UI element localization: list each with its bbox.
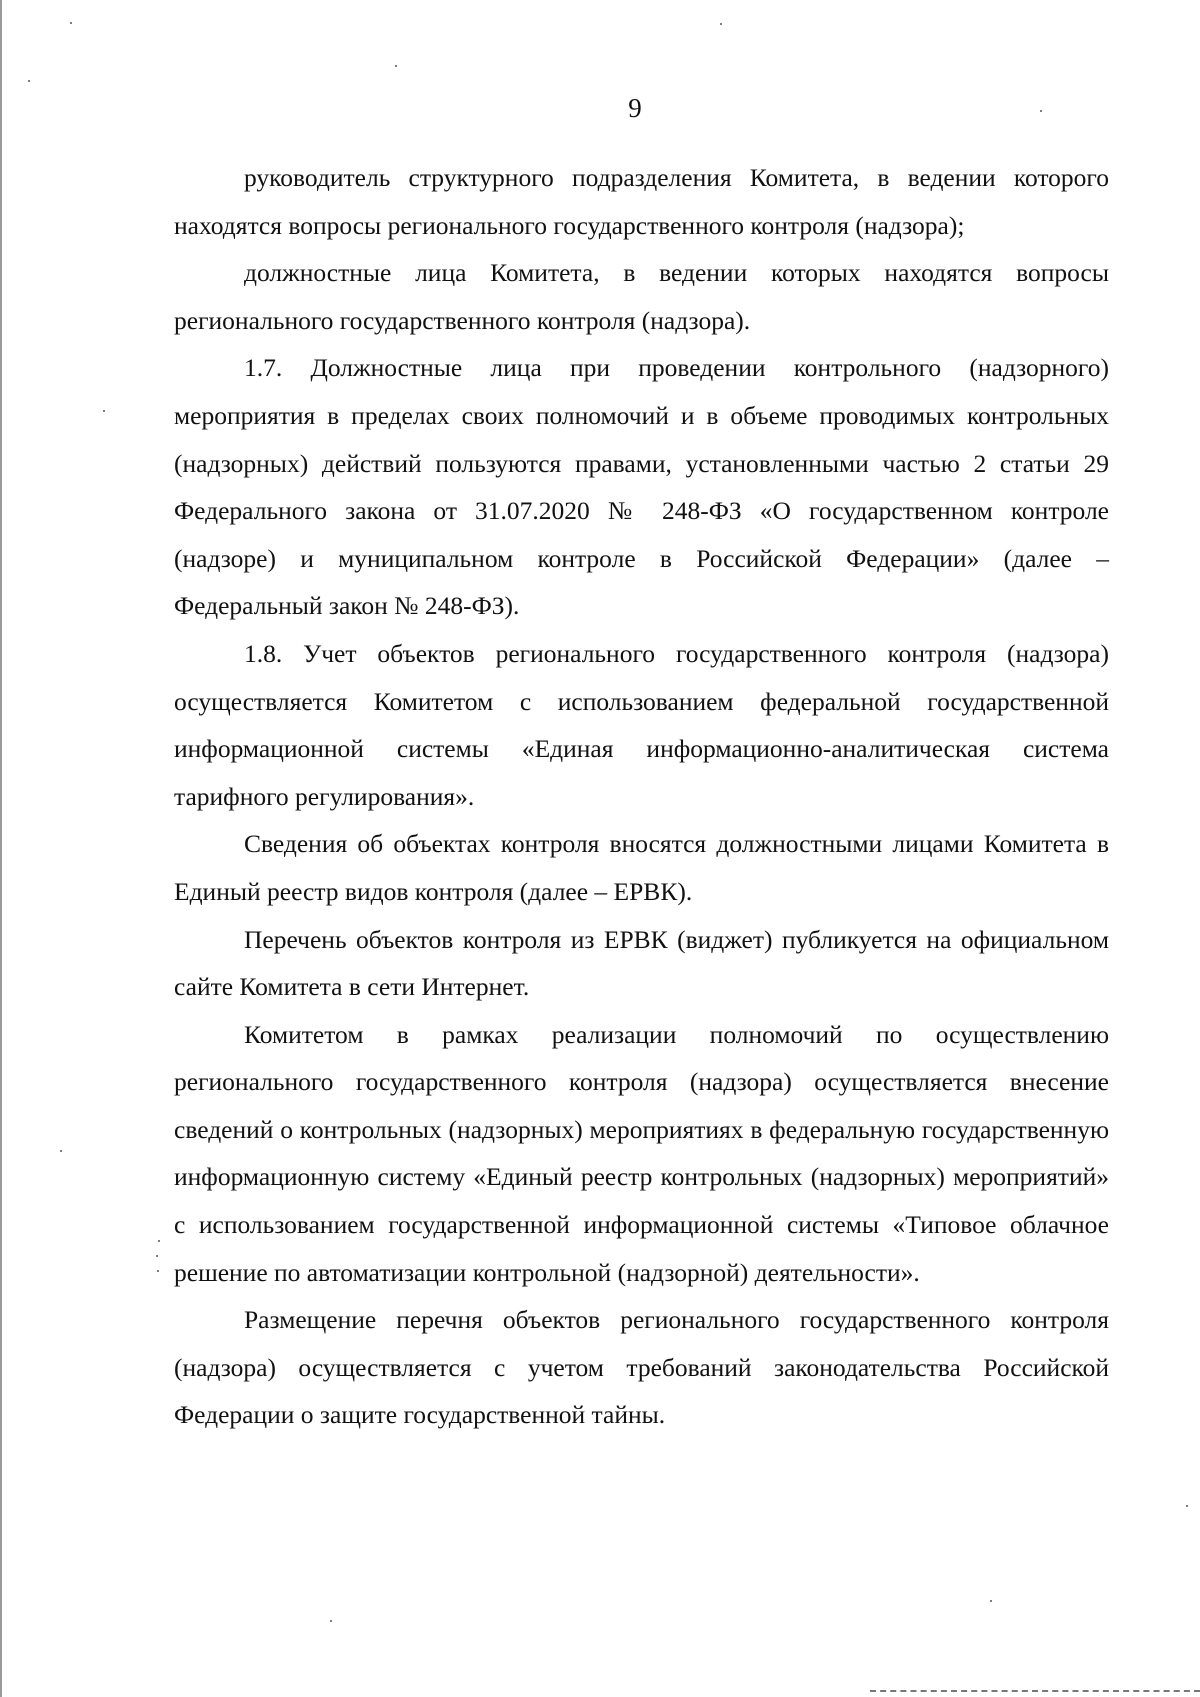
document-body	[174, 154, 1109, 1439]
paragraph-1-8: 1.8. Учет объектов регионального государственного контроля (надзора) осуществляется Комитетом с использованием федеральной государственной информационной системы «Единая информационно-аналитическая система тарифного регулирования».	[174, 638, 1109, 811]
paragraph-control-objects-info: Сведения об объектах контроля вносятся должностными лицами Комитета в Единый реестр видов контроля (далее – ЕРВК).	[174, 829, 1109, 906]
scan-speck	[720, 23, 722, 25]
paragraph-head-of-division: руководитель структурного подразделения Комитета, в ведении которого находятся вопросы регионального государственного контроля (надзора);	[174, 163, 1109, 240]
scan-speck	[157, 1270, 159, 1272]
scan-speck	[1186, 1505, 1188, 1507]
scan-speck	[395, 65, 397, 67]
paragraph-objects-list-widget: Перечень объектов контроля из ЕРВК (виджет) публикуется на официальном сайте Комитета в сети Интернет.	[174, 924, 1109, 1002]
paragraph-officials: должностные лица Комитета, в ведении которых находятся вопросы регионального государственного контроля (надзора).	[174, 258, 1109, 335]
scan-speck	[60, 1150, 62, 1152]
page-left-edge	[0, 0, 2, 1697]
paragraph-registry-entries: Комитетом в рамках реализации полномочий по осуществлению регионального государственного контроля (надзора) осуществляется внесение сведений о контрольных (надзорных) мероприятиях в федеральную государственную информационную систему «Единый реестр контрольных (надзорных) мероприятий» с использованием государственной информационной системы «Типовое облачное решение по автоматизации контрольной (надзорной) деятельности».	[174, 1019, 1109, 1287]
paragraph-state-secret: Размещение перечня объектов регионального государственного контроля (надзора) осуществляется с учетом требований законодательства Российской Федерации о защите государственной тайны.	[174, 1305, 1109, 1430]
scan-speck	[70, 22, 72, 24]
scan-bottom-marks	[870, 1690, 1200, 1696]
scan-speck	[158, 1240, 160, 1242]
scan-speck	[103, 410, 105, 412]
scan-speck	[330, 1620, 332, 1622]
paragraph-1-7: 1.7. Должностные лица при проведении контрольного (надзорного) мероприятия в пределах своих полномочий и в объеме проводимых контрольных (надзорных) действий пользуются правами, установленными частью 2 статьи 29 Федерального закона от 31.07.2020 № 248-ФЗ «О государственном контроле (надзоре) и муниципальном контроле в Российской Федерации» (далее – Федеральный закон № 248-ФЗ).	[174, 353, 1109, 621]
scan-speck	[28, 80, 30, 82]
scan-speck	[156, 1255, 158, 1257]
scan-speck	[990, 1600, 992, 1602]
scan-speck	[1040, 110, 1042, 112]
page-number: 9	[628, 93, 642, 123]
